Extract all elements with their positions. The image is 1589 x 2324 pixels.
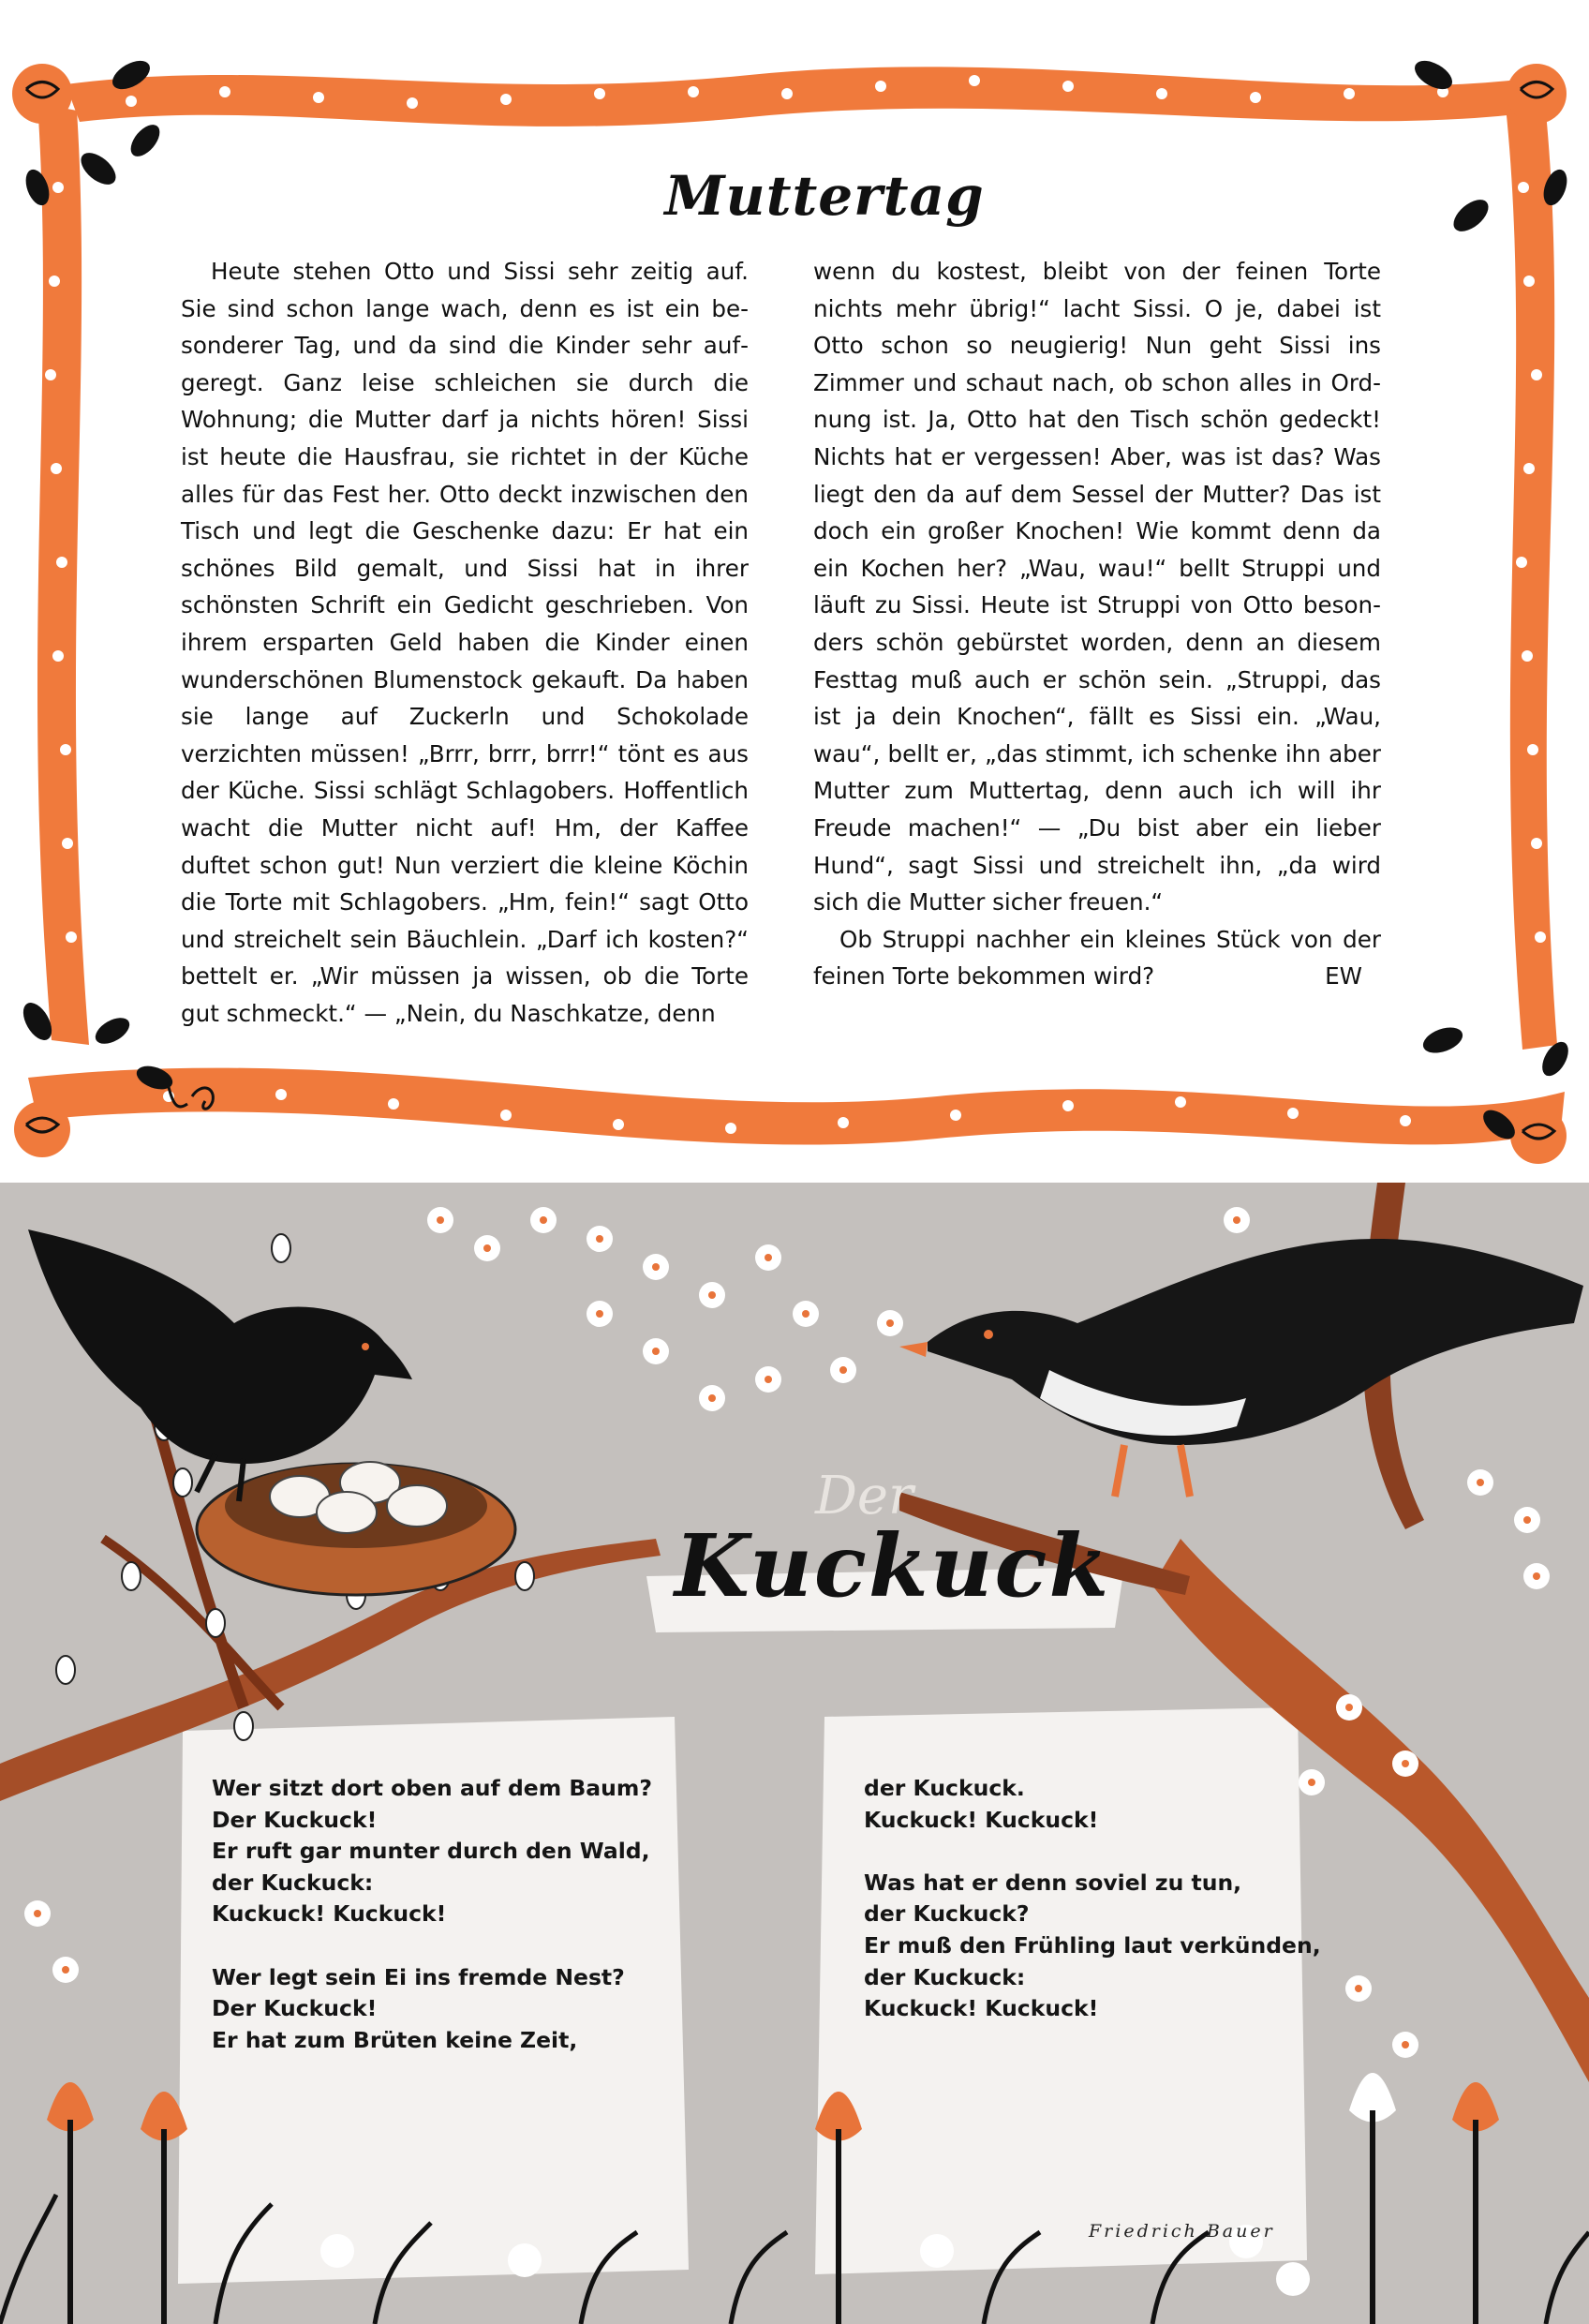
poem-line: Er hat zum Brüten keine Zeit, (212, 2026, 578, 2053)
poem-stanza (212, 1773, 652, 1930)
page-title: Muttertag (664, 164, 985, 228)
poem-line: Wer sitzt dort oben auf dem Baum? (212, 1775, 652, 1801)
poem-line: Kuckuck! Kuckuck! (212, 1900, 447, 1928)
author-signature: EW (1325, 962, 1362, 991)
poem-line: der Kuckuck. (864, 1775, 1025, 1801)
poem-stanza (864, 1868, 1321, 2025)
poem-author: Friedrich Bauer (1089, 2221, 1275, 2242)
poem-line: Kuckuck! Kuckuck! (864, 1806, 1099, 1833)
poem-stanza (212, 1962, 652, 2057)
poem-title-article: Der (815, 1466, 913, 1527)
poem-line: Kuckuck! Kuckuck! (864, 1995, 1099, 2022)
poem-line: der Kuckuck: (864, 1963, 1026, 1990)
poem-line: Er ruft gar munter durch den Wald, (212, 1838, 650, 1865)
story-right-column (813, 253, 1381, 995)
story-paragraph: wenn du kostest, bleibt von der feinen Torte nichts mehr übrig!“ lacht Sissi. O je, dabei ist Otto schon so neugierig! Nun geht Sissi ins Zimmer und schaut nach, ob schon alles in Ordnung ist. Ja, Otto hat den Tisch schön gedeckt! Nichts hat er vergessen! Aber, was ist das? Was liegt den da auf dem Sessel der Mutter? Das ist doch ein großer Knochen! Wie kommt denn da ein Kochen her? „Wau, wau!“ bellt Struppi und läuft zu Sissi. Heute ist Struppi von Otto besonders schön gebürstet worden, denn an diesem Festtag muß auch er schön sein. „Struppi, das ist ja dein Knochen“, fällt es Sissi ein. „Wau, wau“, bellt er, „das stimmt, ich schenke ihn aber Mutter zum Muttertag, denn auch ich will ihr Freude machen!“ — „Du bist aber ein lieber Hund“, sagt Sissi und streichelt ihn, „da wird sich die Mutter sicher freuen.“ (813, 258, 1381, 916)
story-left-column (181, 253, 749, 1032)
kuckuck-section (0, 1183, 1589, 2324)
story-closing-text: Ob Struppi nachher ein kleines Stück von der feinen Torte bekommen wird? (813, 925, 1381, 991)
poem-title: Kuckuck (675, 1515, 1111, 1616)
poem-line: der Kuckuck? (864, 1900, 1030, 1928)
blackbird-icon (28, 1229, 412, 1501)
poem-line: der Kuckuck: (212, 1869, 374, 1896)
poem-right-column (864, 1773, 1321, 2056)
poem-line: Wer legt sein Ei ins fremde Nest? (212, 1963, 625, 1990)
poem-left-column (212, 1773, 652, 2088)
cuckoo-icon (899, 1239, 1583, 1497)
story-paragraph (813, 921, 1381, 995)
poem-line: Der Kuckuck! (212, 1995, 378, 2022)
poem-stanza (864, 1773, 1321, 1836)
kuckuck-illustration (0, 1183, 1589, 2324)
poem-line: Der Kuckuck! (212, 1806, 378, 1833)
poem-line: Er muß den Frühling laut verkünden, (864, 1931, 1321, 1959)
poem-line: Was hat er denn soviel zu tun, (864, 1869, 1242, 1896)
story-paragraph: Heute stehen Otto und Sissi sehr zeitig auf. Sie sind schon lange wach, denn es ist ein besonderer Tag, und da sind die Kinder sehr aufgeregt. Ganz leise schleichen sie durch die Wohnung; die Mutter darf ja nichts hören! Sissi ist heute die Hausfrau, sie richtet in der Küche alles für das Fest her. Otto deckt inzwischen den Tisch und legt die Geschenke dazu: Er hat ein schönes Bild gemalt, und Sissi hat in ihrer schönsten Schrift ein Gedicht geschrieben. Von ihrem ersparten Geld haben die Kinder einen wunderschönen Blumenstock gekauft. Da haben sie lange auf Zuckerln und Schokolade verzichten müssen! „Brrr, brrr, brrr!“ tönt es aus der Küche. Sissi schlägt Schlagobers. Hoffentlich wacht die Mutter nicht auf! Hm, der Kaffee duftet schon gut! Nun verziert die kleine Köchin die Torte mit Schlagobers. „Hm, fein!“ sagt Otto und streichelt sein Bäuchlein. „Darf ich kosten?“ bettelt er. „Wir müssen ja wissen, ob die Torte gut schmeckt.“ — „Nein, du Naschkatze, denn (181, 258, 749, 1027)
